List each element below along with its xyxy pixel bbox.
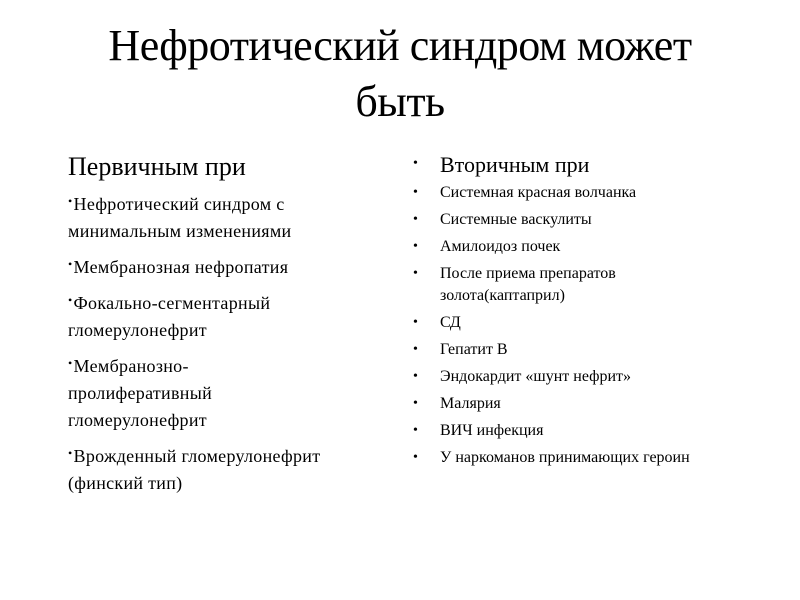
secondary-item: • Системные васкулиты bbox=[413, 209, 733, 231]
slide-title bbox=[0, 18, 800, 130]
secondary-item: • Системная красная волчанка bbox=[413, 182, 733, 204]
primary-item: •Врожденный гломерулонефрит (финский тип) bbox=[68, 446, 321, 493]
bullet-icon: • bbox=[413, 185, 418, 200]
secondary-heading: • Вторичным при bbox=[413, 150, 733, 180]
primary-column bbox=[68, 150, 388, 503]
secondary-item: • Гепатит В bbox=[413, 339, 733, 361]
secondary-item: • ВИЧ инфекция bbox=[413, 420, 733, 442]
slide-title-line-1: Нефротический синдром может bbox=[108, 21, 692, 70]
bullet-icon: • bbox=[413, 423, 418, 438]
bullet-icon: • bbox=[413, 239, 418, 254]
primary-item: •Нефротический синдром с минимальным изменениями bbox=[68, 194, 292, 241]
secondary-column bbox=[413, 150, 733, 474]
primary-item: •Мембранозная нефропатия bbox=[68, 257, 289, 277]
primary-heading: Первичным при bbox=[68, 152, 246, 181]
secondary-item: • Амилоидоз почек bbox=[413, 236, 733, 258]
bullet-icon: • bbox=[68, 257, 73, 271]
bullet-icon: • bbox=[413, 212, 418, 227]
bullet-icon: • bbox=[413, 266, 418, 281]
bullet-icon: • bbox=[413, 450, 418, 465]
bullet-icon: • bbox=[413, 342, 418, 357]
secondary-item: • После приема препаратов золота(каптаприл) bbox=[413, 263, 663, 307]
bullet-icon: • bbox=[68, 356, 73, 370]
slide-title-line-2: быть bbox=[355, 77, 445, 126]
secondary-item: • Малярия bbox=[413, 393, 733, 415]
bullet-icon: • bbox=[413, 396, 418, 411]
primary-item: •Мембранозно-пролиферативный гломерулонефрит bbox=[68, 356, 213, 430]
bullet-icon: • bbox=[68, 293, 73, 307]
bullet-icon: • bbox=[413, 369, 418, 384]
bullet-icon: • bbox=[413, 156, 418, 171]
secondary-item: • У наркоманов принимающих героин bbox=[413, 447, 703, 469]
bullet-icon: • bbox=[68, 446, 73, 460]
secondary-item: • Эндокардит «шунт нефрит» bbox=[413, 366, 733, 388]
primary-item: •Фокально-сегментарный гломерулонефрит bbox=[68, 293, 271, 340]
bullet-icon: • bbox=[68, 194, 73, 208]
secondary-item: • СД bbox=[413, 312, 733, 334]
bullet-icon: • bbox=[413, 315, 418, 330]
